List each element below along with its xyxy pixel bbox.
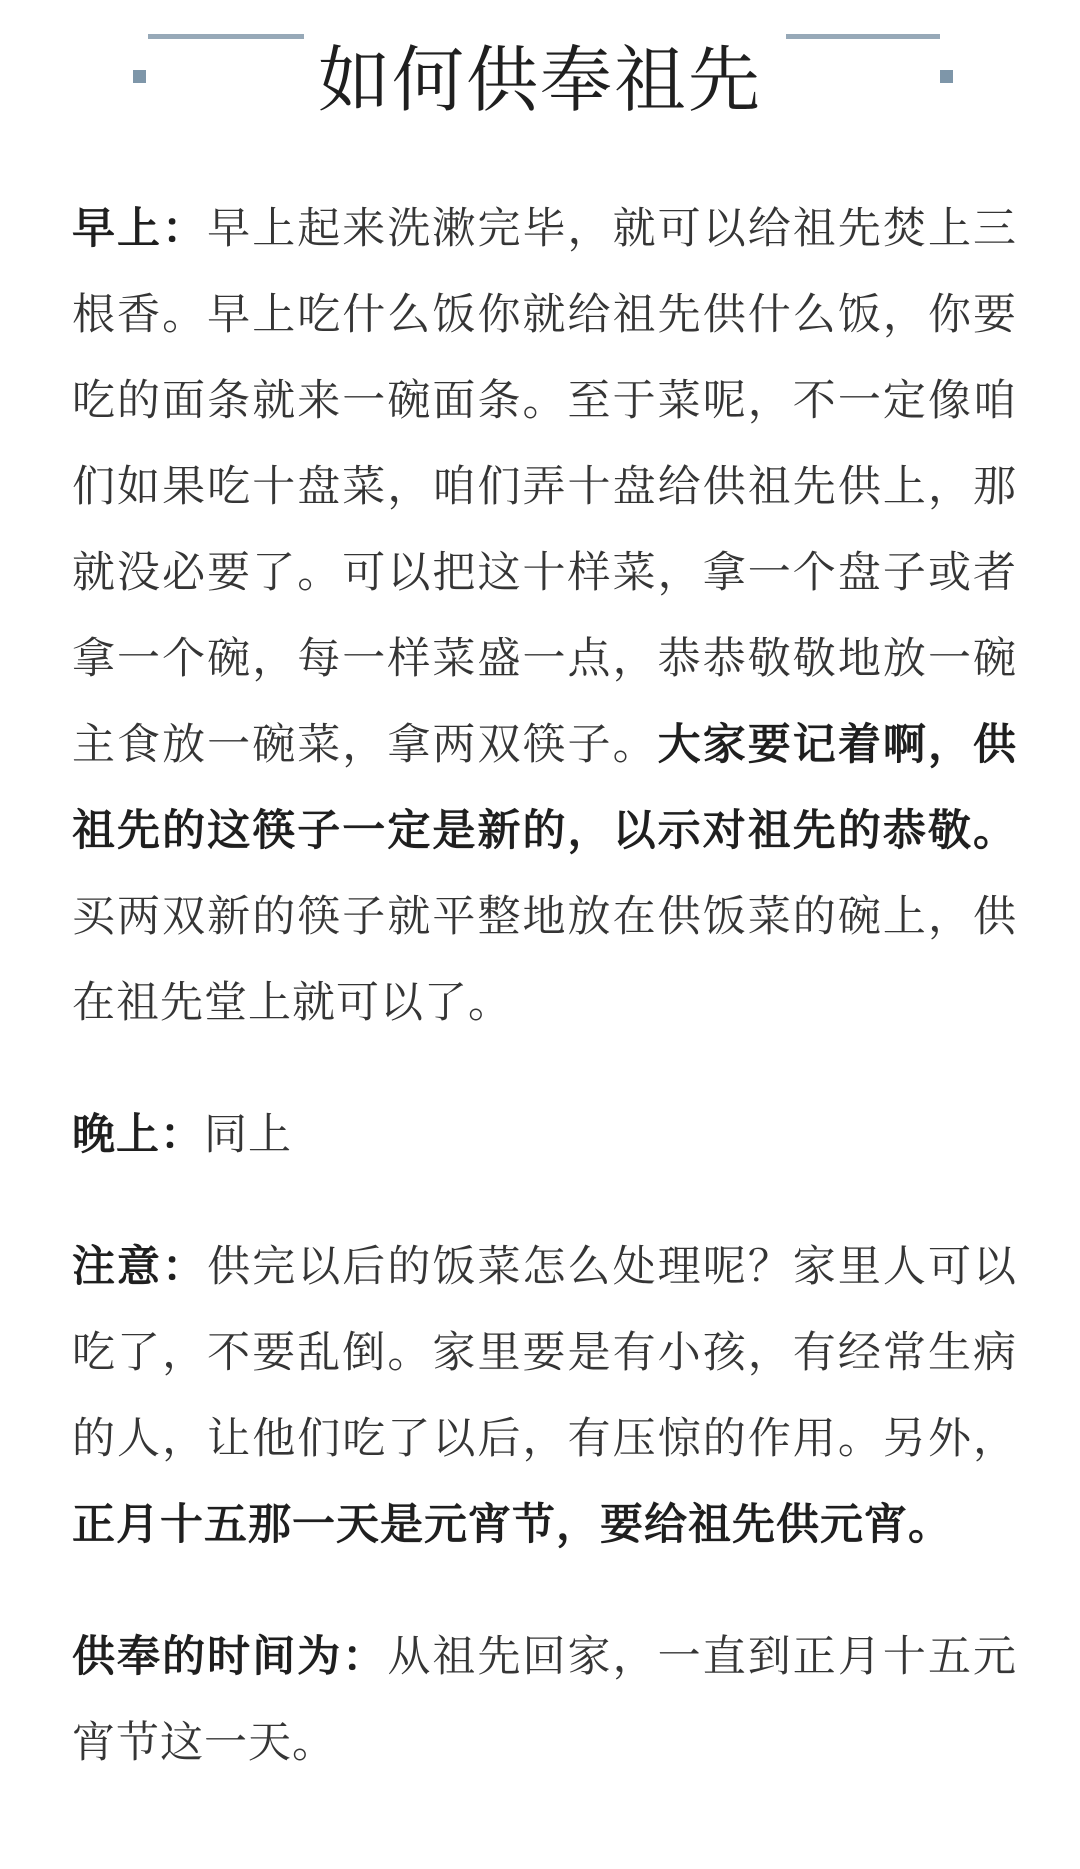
morning-label: 早上：: [72, 204, 208, 254]
morning-section: [72, 186, 1017, 1046]
time-text: 从祖先回家，一直到正月十五元宵节这一天。: [72, 1632, 1018, 1768]
note-text: 供完以后的饭菜怎么处理呢？家里人可以吃了，不要乱倒。家里要是有小孩，有经常生病的人，让他们吃了以后，有压惊的作用。另外，: [72, 1242, 1018, 1464]
title-decoration-line-right: [786, 34, 940, 39]
note-section: [72, 1224, 1017, 1568]
page-title: 如何供奉祖先: [317, 38, 762, 122]
page-header: [0, 0, 1080, 140]
time-label: 供奉的时间为：: [72, 1632, 388, 1682]
note-emphasis: 正月十五那一天是元宵节，要给祖先供元宵。: [72, 1500, 952, 1550]
evening-label: 晚上：: [72, 1110, 204, 1160]
morning-emphasis: 大家要记着啊，供祖先的这筷子一定是新的，以示对祖先的恭敬。: [72, 720, 1018, 856]
time-section: [72, 1614, 1017, 1786]
evening-text: 同上: [204, 1110, 292, 1160]
title-decoration-square-right: [940, 70, 953, 83]
evening-section: [72, 1092, 1017, 1178]
article-body: [72, 186, 1017, 1786]
morning-text-continued: 买两双新的筷子就平整地放在供饭菜的碗上，供在祖先堂上就可以了。: [72, 892, 1017, 1028]
note-label: 注意：: [72, 1242, 208, 1292]
morning-text: 早上起来洗漱完毕，就可以给祖先焚上三根香。早上吃什么饭你就给祖先供什么饭，你要吃的面条就来一碗面条。至于菜呢，不一定像咱们如果吃十盘菜，咱们弄十盘给供祖先供上，那就没必要了。可以把这十样菜，拿一个盘子或者拿一个碗，每一样菜盛一点，恭恭敬敬地放一碗主食放一碗菜，拿两双筷子。: [72, 204, 1018, 770]
